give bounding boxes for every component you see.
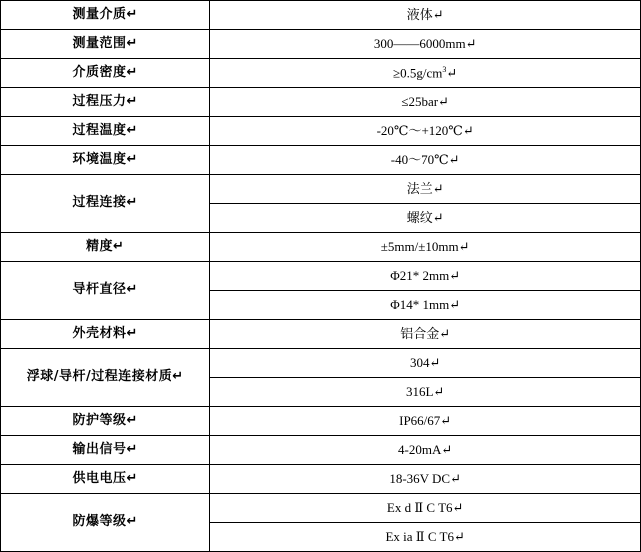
row-value-housing-material: 铝合金↵	[210, 320, 641, 349]
table-row	[1, 117, 641, 146]
row-value-supply-voltage: 18-36V DC↵	[210, 465, 641, 494]
table-row	[1, 146, 641, 175]
row-label-output-signal: 输出信号↵	[1, 436, 210, 465]
row-value-rod-diameter-14: Φ14* 1mm↵	[210, 291, 641, 320]
row-value-process-connection-flange: 法兰↵	[210, 175, 641, 204]
table-row	[1, 349, 641, 378]
row-value-protection-class: IP66/67↵	[210, 407, 641, 436]
row-label-float-rod-connection-material: 浮球/导杆/过程连接材质↵	[1, 349, 210, 407]
row-label-measuring-range: 测量范围↵	[1, 30, 210, 59]
row-value-ambient-temperature: -40～70℃↵	[210, 146, 641, 175]
table-row	[1, 465, 641, 494]
row-label-supply-voltage: 供电电压↵	[1, 465, 210, 494]
row-value-explosion-proof-exd: Ex d Ⅱ C T6↵	[210, 494, 641, 523]
row-label-process-connection: 过程连接↵	[1, 175, 210, 233]
table-row	[1, 407, 641, 436]
table-row	[1, 436, 641, 465]
row-label-medium-density: 介质密度↵	[1, 59, 210, 88]
row-label-process-pressure: 过程压力↵	[1, 88, 210, 117]
specification-table-body	[1, 1, 641, 552]
row-value-process-pressure: ≤25bar↵	[210, 88, 641, 117]
table-row	[1, 88, 641, 117]
row-label-protection-class: 防护等级↵	[1, 407, 210, 436]
row-value-process-temperature: -20℃～+120℃↵	[210, 117, 641, 146]
table-row	[1, 233, 641, 262]
table-row	[1, 175, 641, 204]
row-value-explosion-proof-exia: Ex ia Ⅱ C T6↵	[210, 523, 641, 552]
row-value-measuring-medium: 液体↵	[210, 1, 641, 30]
table-row	[1, 59, 641, 88]
row-value-measuring-range: 300——6000mm↵	[210, 30, 641, 59]
row-value-accuracy: ±5mm/±10mm↵	[210, 233, 641, 262]
row-value-material-304: 304↵	[210, 349, 641, 378]
row-value-rod-diameter-21: Φ21* 2mm↵	[210, 262, 641, 291]
table-row	[1, 494, 641, 523]
row-label-ambient-temperature: 环境温度↵	[1, 146, 210, 175]
table-row	[1, 30, 641, 59]
row-label-accuracy: 精度↵	[1, 233, 210, 262]
row-value-process-connection-thread: 螺纹↵	[210, 204, 641, 233]
row-label-housing-material: 外壳材料↵	[1, 320, 210, 349]
table-row	[1, 1, 641, 30]
row-value-output-signal: 4-20mA↵	[210, 436, 641, 465]
row-label-measuring-medium: 测量介质↵	[1, 1, 210, 30]
table-row	[1, 262, 641, 291]
row-label-process-temperature: 过程温度↵	[1, 117, 210, 146]
row-label-rod-diameter: 导杆直径↵	[1, 262, 210, 320]
row-value-material-316l: 316L↵	[210, 378, 641, 407]
row-value-medium-density: $\ge 0.5g/cm^3↵$	[210, 59, 641, 88]
row-label-explosion-proof-class: 防爆等级↵	[1, 494, 210, 552]
table-row	[1, 320, 641, 349]
